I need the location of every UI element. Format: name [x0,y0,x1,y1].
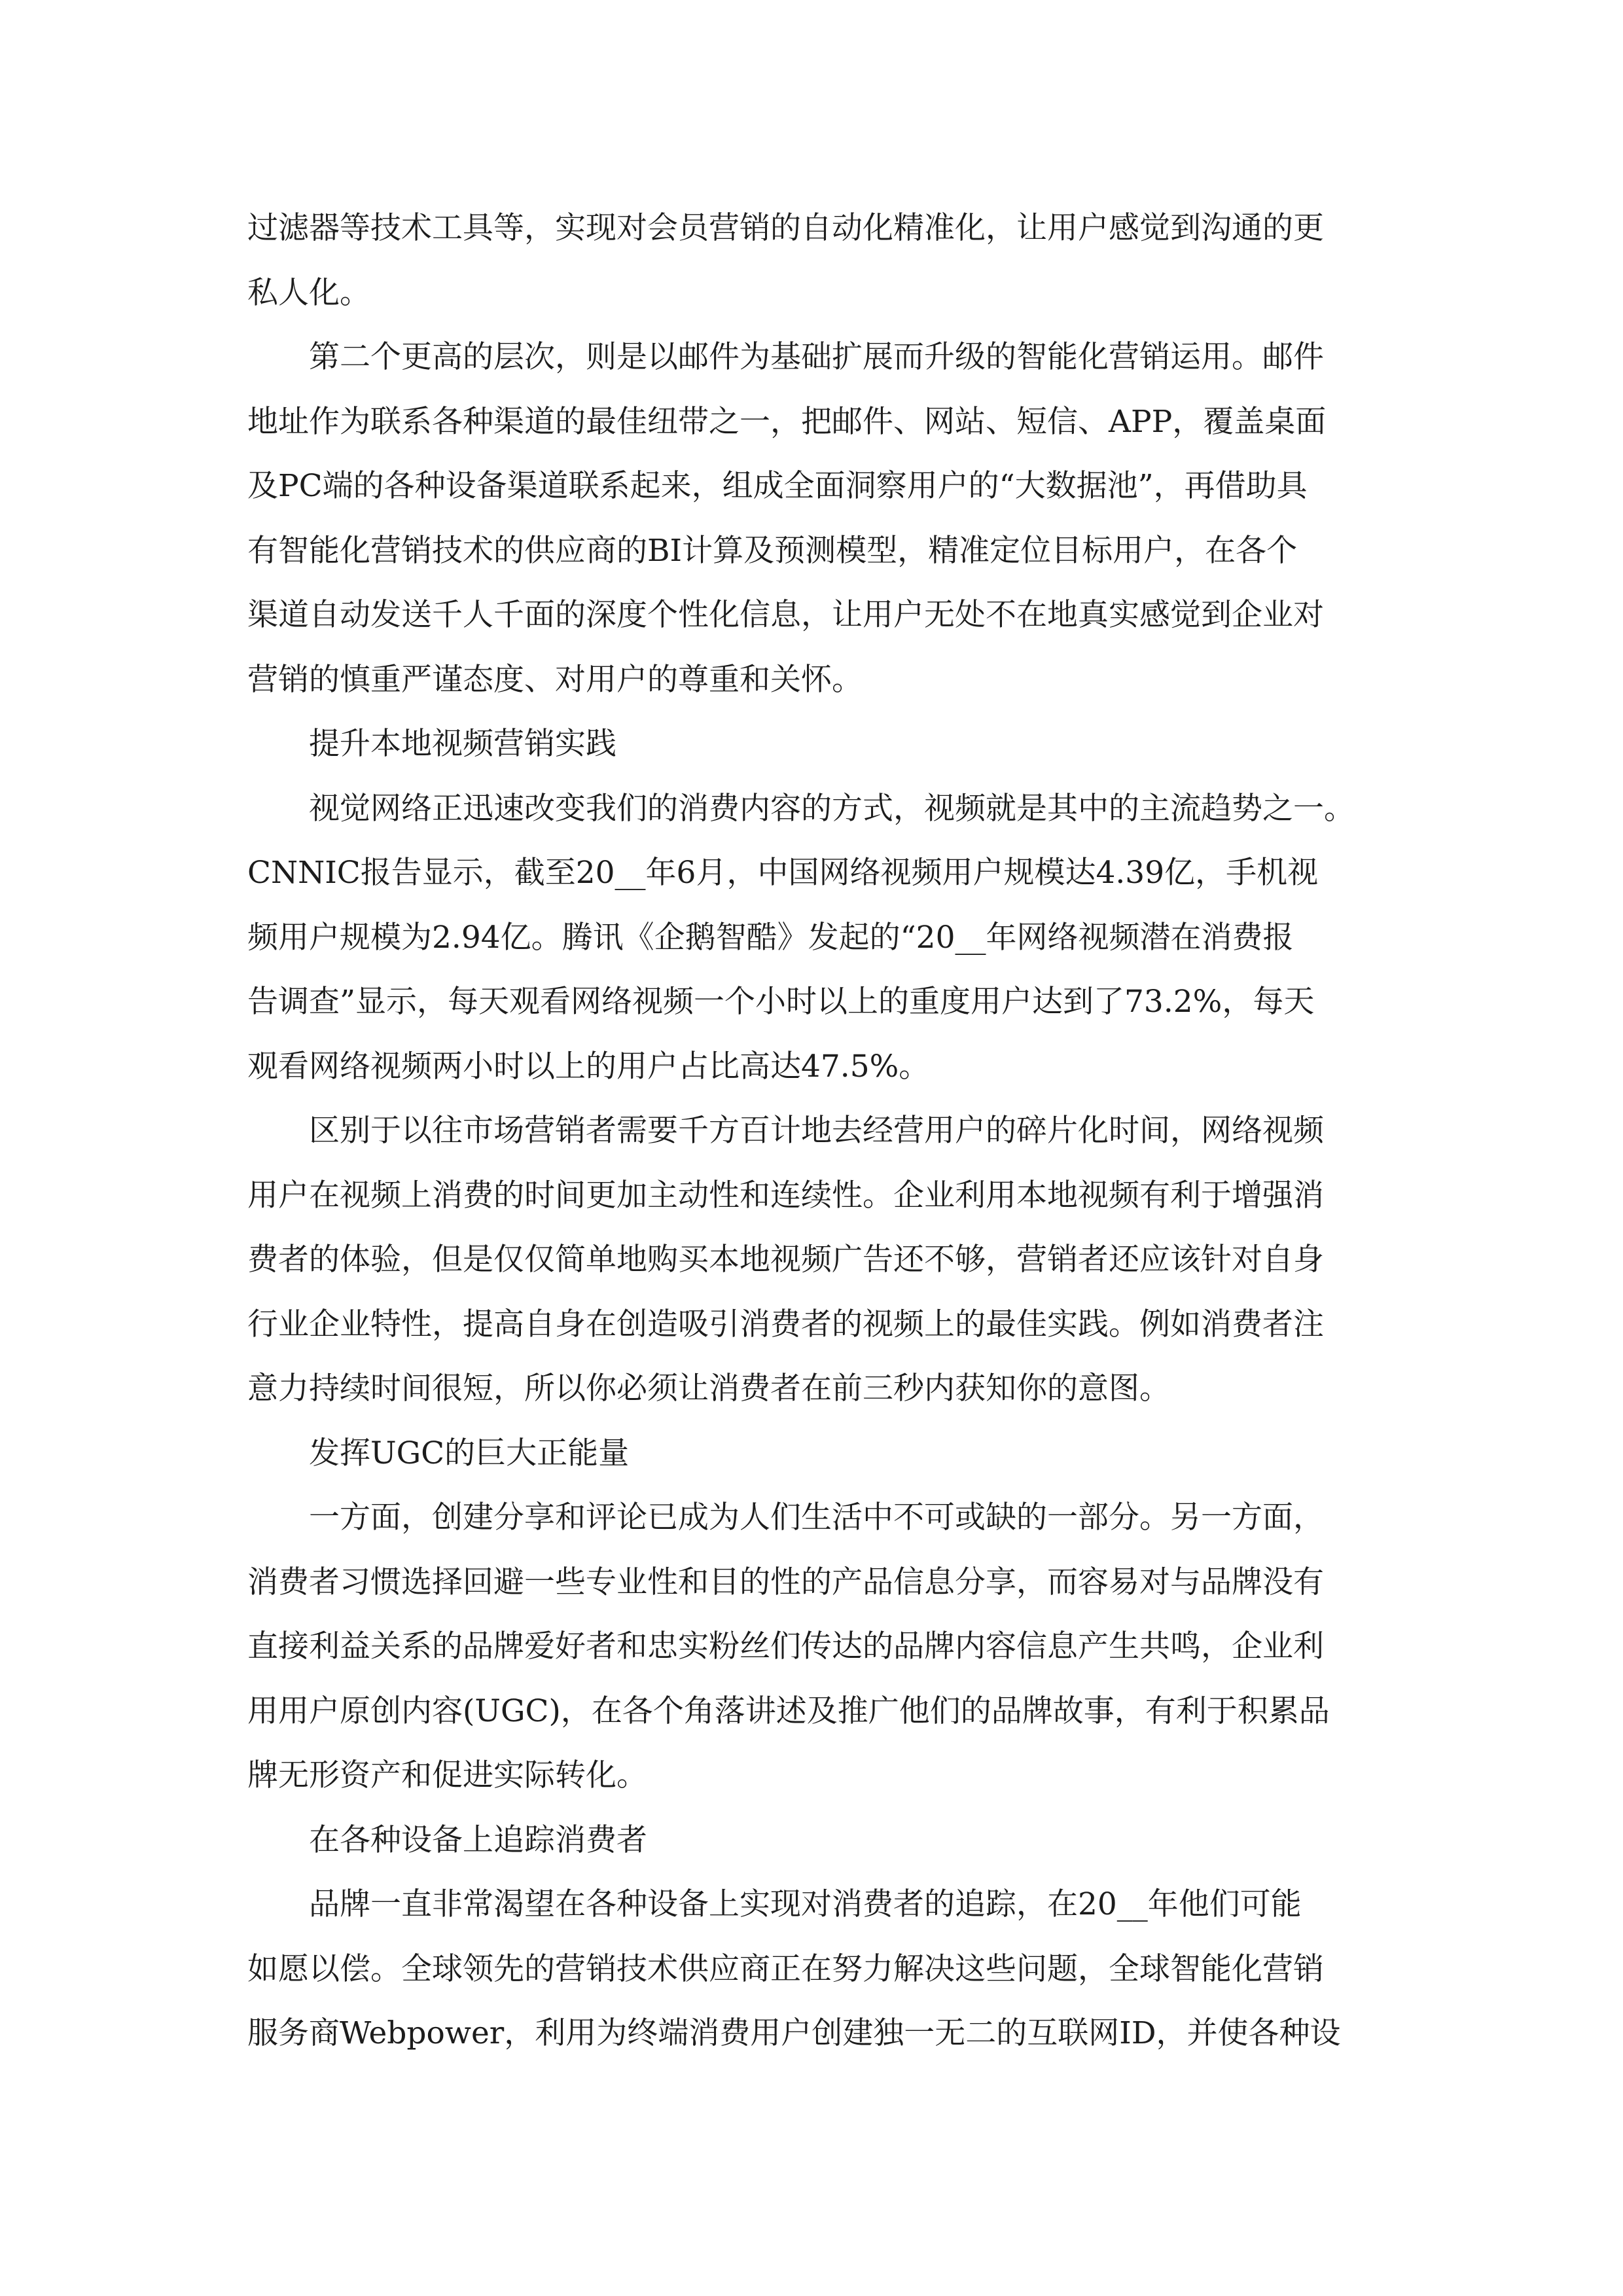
text-line: 第二个更高的层次，则是以邮件为基础扩展而升级的智能化营销运用。邮件 [309,339,1324,375]
text-line: 费者的体验，但是仅仅简单地购买本地视频广告还不够，营销者还应该针对自身 [247,1242,1324,1278]
text-line: 渠道自动发送千人千面的深度个性化信息，让用户无处不在地真实感觉到企业对 [247,597,1324,633]
text-line: 告调查”显示，每天观看网络视频一个小时以上的重度用户达到了73.2%，每天 [247,984,1315,1020]
text-line: 直接利益关系的品牌爱好者和忠实粉丝们传达的品牌内容信息产生共鸣，企业利 [247,1628,1324,1664]
section-heading-local-video [247,712,1376,777]
text-line: 及PC端的各种设备渠道联系起来，组成全面洞察用户的“大数据池”，再借助具 [247,468,1308,504]
section-heading: 提升本地视频营销实践 [309,726,616,762]
text-line: 区别于以往市场营销者需要千方百计地去经营用户的碎片化时间，网络视频 [309,1113,1324,1149]
text-line: 用用户原创内容(UGC)，在各个角落讲述及推广他们的品牌故事，有利于积累品 [247,1693,1330,1729]
section-heading-ugc [247,1422,1376,1486]
text-line: 地址作为联系各种渠道的最佳纽带之一，把邮件、网站、短信、APP，覆盖桌面 [247,403,1327,440]
text-line: CNNIC报告显示，截至20__年6月，中国网络视频用户规模达4.39亿，手机视 [247,855,1319,891]
text-line: 消费者习惯选择回避一些专业性和目的性的产品信息分享，而容易对与品牌没有 [247,1564,1324,1600]
text-line: 用户在视频上消费的时间更加主动性和连续性。企业利用本地视频有利于增强消 [247,1177,1324,1213]
text-line: 服务商Webpower，利用为终端消费用户创建独一无二的互联网ID，并使各种设 [247,2015,1341,2051]
section-heading-device-tracking [247,1808,1376,1873]
text-line: 营销的慎重严谨态度、对用户的尊重和关怀。 [247,661,863,698]
text-line: 观看网络视频两小时以上的用户占比高达47.5%。 [247,1048,930,1085]
text-line: 过滤器等技术工具等，实现对会员营销的自动化精准化，让用户感觉到沟通的更 [247,210,1324,246]
text-line: 有智能化营销技术的供应商的BI计算及预测模型，精准定位目标用户，在各个 [247,532,1298,569]
paragraph-member-marketing [247,196,1376,325]
paragraph-ugc [247,1486,1376,1808]
paragraph-video-statistics [247,777,1376,1100]
text-line: 牌无形资产和促进实际转化。 [247,1757,647,1793]
text-line: 品牌一直非常渴望在各种设备上实现对消费者的追踪，在20__年他们可能 [309,1886,1302,1922]
section-heading: 发挥UGC的巨大正能量 [309,1435,630,1471]
paragraph-video-practice [247,1099,1376,1422]
text-line: 如愿以偿。全球领先的营销技术供应商正在努力解决这些问题，全球智能化营销 [247,1950,1324,1987]
paragraph-device-tracking [247,1873,1376,2066]
text-line: 一方面，创建分享和评论已成为人们生活中不可或缺的一部分。另一方面， [309,1499,1324,1535]
text-line: 意力持续时间很短，所以你必须让消费者在前三秒内获知你的意图。 [247,1371,1170,1407]
section-heading: 在各种设备上追踪消费者 [309,1821,647,1858]
text-line: 视觉网络正迅速改变我们的消费内容的方式，视频就是其中的主流趋势之一。 [309,790,1355,827]
text-line: 私人化。 [247,274,370,311]
paragraph-smart-marketing [247,325,1376,712]
document-page [247,196,1376,2066]
text-line: 行业企业特性，提高自身在创造吸引消费者的视频上的最佳实践。例如消费者注 [247,1306,1324,1342]
text-line: 频用户规模为2.94亿。腾讯《企鹅智酷》发起的“20__年网络视频潜在消费报 [247,919,1294,956]
